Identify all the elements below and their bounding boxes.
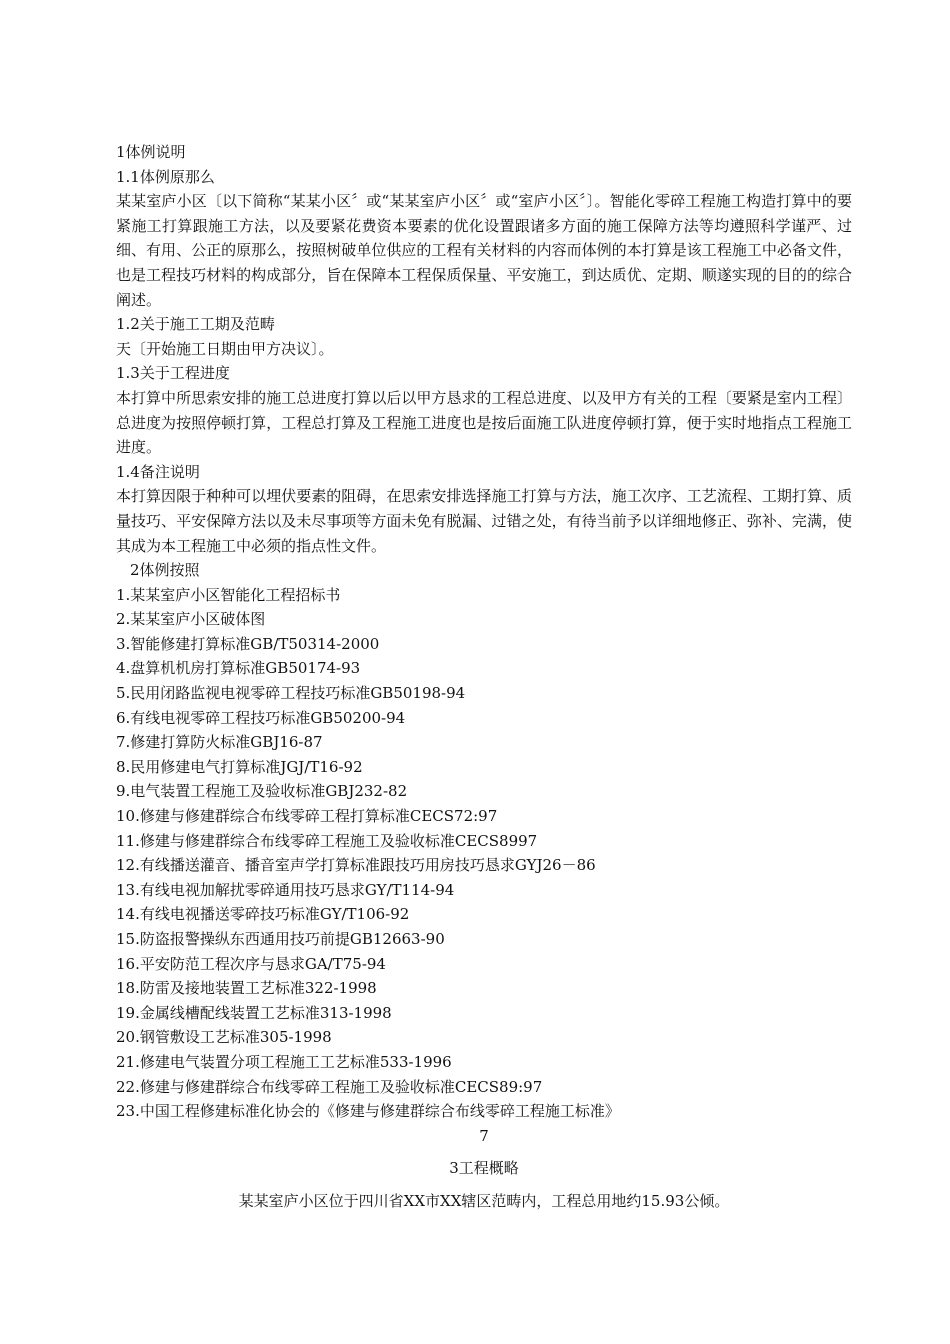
reference-item: 6.有线电视零碎工程技巧标准GB50200-94 <box>116 708 406 727</box>
section-2-heading: 2体例按照 <box>130 561 200 580</box>
section-1-heading: 1体例说明 <box>116 143 186 161</box>
spacer <box>116 1181 852 1189</box>
reference-list <box>116 583 852 1124</box>
reference-item: 10.修建与修建群综合布线零碎工程打算标准CECS72:97 <box>116 807 498 826</box>
reference-item: 9.电气装置工程施工及验收标准GBJ232-82 <box>116 782 408 801</box>
reference-item: 8.民用修建电气打算标准JGJ/T16-92 <box>116 757 363 776</box>
section-1-3-paragraph: 本打算中所思索安排的施工总进度打算以后以甲方恳求的工程总进度、以及甲方有关的工程〔要紧是室内工程〕总进度为按照停顿打算，工程总打算及工程施工进度也是按后面施工队进度停顿打算，便于实时地指点工程施工进度。 <box>116 388 852 457</box>
reference-item: 22.修建与修建群综合布线零碎工程施工及验收标准CECS89:97 <box>116 1077 543 1096</box>
section-1-4-heading: 1.4备注说明 <box>116 462 200 481</box>
section-3-heading: 3工程概略 <box>449 1159 519 1178</box>
reference-item: 2.某某室庐小区破体图 <box>116 610 266 629</box>
section-1-1-paragraph: 某某室庐小区〔以下简称“某某小区〞或“某某室庐小区〞或“室庐小区〞〕。智能化零碎工程施工构造打算中的要紧施工打算跟施工方法，以及要紧花费资本要素的优化设置跟诸多方面的施工保障方法等均遵照科学谨严、过细、有用、公正的原那么，按照树破单位供应的工程有关材料的内容而体例的本打算是该工程施工中必备文件，也是工程技巧材料的构成部分，旨在保障本工程保质保量、平安施工，到达质优、定期、顺遂实现的目的的综合阐述。 <box>116 192 852 309</box>
reference-item: 21.修建电气装置分项工程施工工艺标准533-1996 <box>116 1052 452 1071</box>
page-number: 7 <box>479 1126 489 1145</box>
section-1-1-heading: 1.1体例原那么 <box>116 167 215 186</box>
reference-item: 12.有线播送灌音、播音室声学打算标准跟技巧用房技巧恳求GYJ26－86 <box>116 856 596 875</box>
reference-item: 19.金属线槽配线装置工艺标准313-1998 <box>116 1003 392 1022</box>
reference-item: 20.钢管敷设工艺标准305-1998 <box>116 1028 332 1047</box>
reference-item: 3.智能修建打算标准GB/T50314-2000 <box>116 634 380 653</box>
document-body <box>116 140 852 1214</box>
reference-item: 14.有线电视播送零碎技巧标准GY/T106-92 <box>116 905 410 924</box>
section-3-paragraph: 某某室庐小区位于四川省XX市XX辖区范畴内，工程总用地约15.93公倾。 <box>238 1191 730 1210</box>
reference-item: 16.平安防范工程次序与恳求GA/T75-94 <box>116 954 386 973</box>
reference-item: 23.中国工程修建标准化协会的《修建与修建群综合布线零碎工程施工标准》 <box>116 1102 620 1121</box>
section-1-4-paragraph: 本打算因限于种种可以埋伏要素的阻碍，在思索安排选择施工打算与方法，施工次序、工艺流程、工期打算、质量技巧、平安保障方法以及未尽事项等方面未免有脱漏、过错之处，有待当前予以详细地修正、弥补、完满，使其成为本工程施工中必须的指点性文件。 <box>116 487 852 555</box>
reference-item: 11.修建与修建群综合布线零碎工程施工及验收标准CECS8997 <box>116 831 538 850</box>
reference-item: 4.盘算机机房打算标准GB50174-93 <box>116 659 361 678</box>
reference-item: 13.有线电视加解扰零碎通用技巧恳求GY/T114-94 <box>116 880 455 899</box>
reference-item: 5.民用闭路监视电视零碎工程技巧标准GB50198-94 <box>116 684 466 703</box>
reference-item: 15.防盗报警操纵东西通用技巧前提GB12663-90 <box>116 930 445 948</box>
section-1-3-heading: 1.3关于工程进度 <box>116 364 230 383</box>
section-1-2-paragraph: 天〔开始施工日期由甲方决议〕。 <box>116 339 334 358</box>
reference-item: 1.某某室庐小区智能化工程招标书 <box>116 585 341 604</box>
spacer <box>116 1148 852 1156</box>
section-1-2-heading: 1.2关于施工工期及范畴 <box>116 315 275 334</box>
reference-item: 18.防雷及接地装置工艺标准322-1998 <box>116 979 377 998</box>
reference-item: 7.修建打算防火标准GBJ16-87 <box>116 733 323 752</box>
